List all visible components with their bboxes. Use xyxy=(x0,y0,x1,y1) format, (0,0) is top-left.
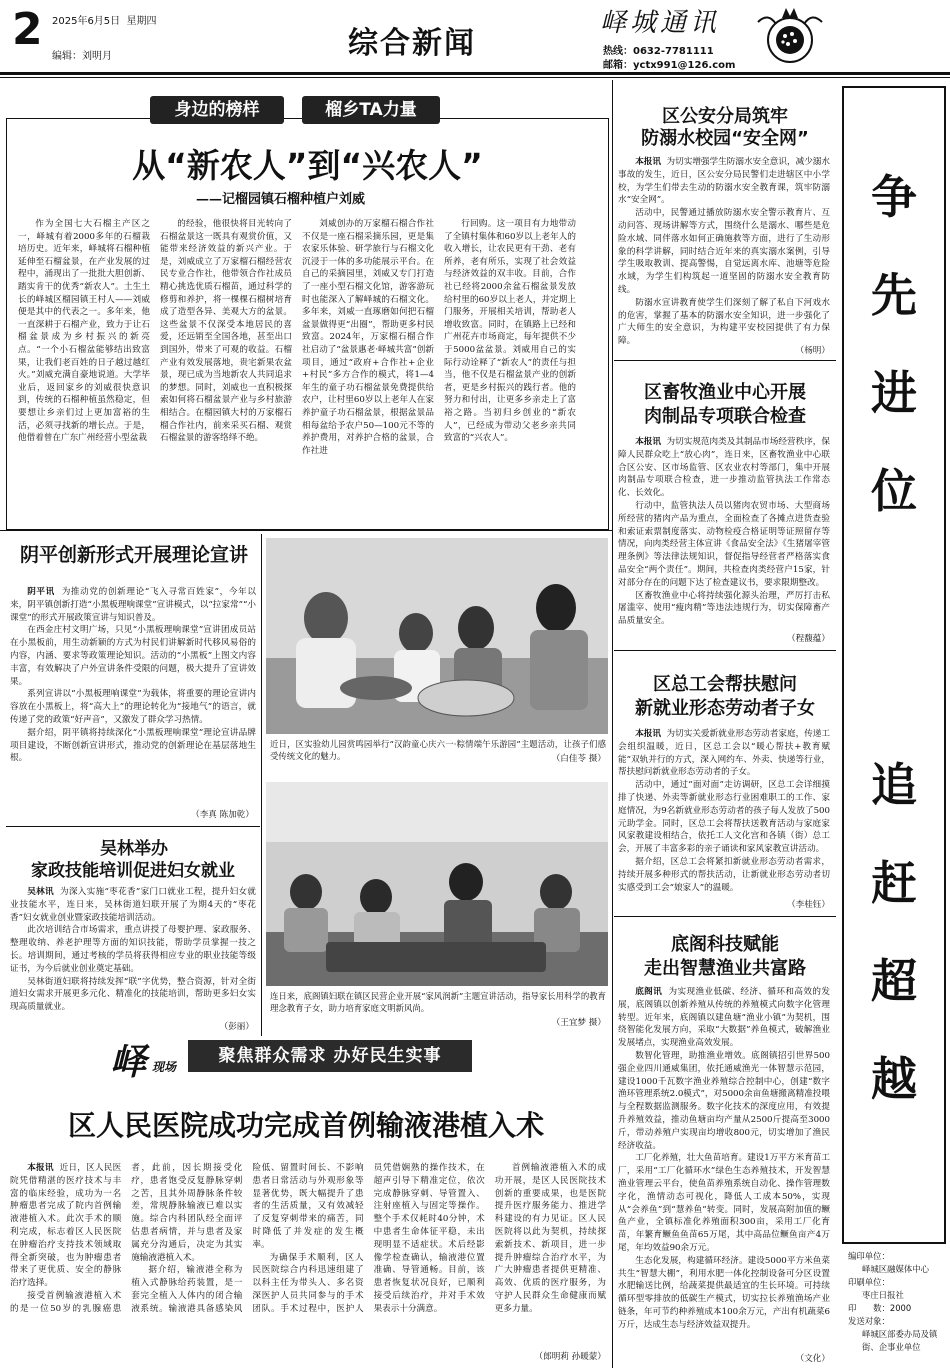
article-title: 新就业形态劳动者子女 xyxy=(635,698,815,719)
photo-caption: 连日来，底阁镇妇联在镇区民营企业开展“家风润新”主题宣讲活动，指导家长用科学的教育理念教育子女，助力培育家庭文明新风尚。 xyxy=(270,991,606,1014)
divider xyxy=(614,650,836,651)
banner-brand: 峄 xyxy=(110,1042,147,1083)
paragraph: 为深入实施“枣花香”家门口就业工程，提升妇女就业技能水平，连日来，吴林街道妇联开展了为期4天的“枣花香”妇女就业创业暨家政技能培训活动。 xyxy=(10,887,256,923)
paragraph: 生态化发展，构建循环经济。建设5000平方米鱼菜共生“智慧大棚”，利用水肥一体化控制设备可分区设置水肥输送比例，给蔬菜提供最适宜的生长环境。可持续循环型零排放的低碳生产模式，切实拉长养殖渔场产业链条，年可节约种养殖成本100余万元，产出有机蔬菜6万斤，达成生态与经济效益双提升。 xyxy=(618,1255,830,1330)
slogan-top xyxy=(864,168,924,520)
date: 2025年6月5日 xyxy=(52,16,121,27)
article-credit: （文化） xyxy=(795,1354,830,1364)
article-credit: （程馥蕴） xyxy=(787,634,830,644)
paragraph: 据介绍，阴平镇将持续深化“小黑板理响课堂”理论宣讲品牌项目建设，不断创新宣讲形式，推动党的创新理论在基层落地生根。 xyxy=(10,727,256,764)
info-value: 2000 xyxy=(889,1303,912,1313)
paragraph: 接受首例输液港植入术的是一位50岁的乳腺癌患者，此前，因长期接受化疗，患者饱受反复静脉穿刺之苦，且其外周静脉条件较差，常规静脉输液已难以实施。综合内科团队经全面评估患者病情，并与患者及家属充分沟通后，决定为其实施输液港植入术。 xyxy=(10,1163,243,1314)
article-title: 区总工会帮扶慰问 xyxy=(653,674,797,695)
paragraph: 为切实增强学生防溺水安全意识，减少溺水事故的发生，近日，区公安分局民警们走进辖区中小学校，为学生们带去生动的防溺水安全教育课，筑牢防溺水“安全网”。 xyxy=(618,157,830,206)
article-title: 底阁科技赋能 xyxy=(671,934,779,955)
slogan-bottom xyxy=(864,756,924,1108)
paragraph: 近日，区人民医院凭借精湛的医疗技术与丰富的临床经验，成功为一名肿瘤患者完成了院内首例输液港植入术。此次手术的顺利完成，标志着区人民医院在肿瘤治疗支持技术领域取得全新突破，也为肿瘤患者带来了更优质、安全的静脉治疗选择。 xyxy=(10,1163,122,1289)
article-title: 区公安分局筑牢 xyxy=(662,106,788,127)
slogan-char: 先 xyxy=(871,268,917,322)
article-title: 区畜牧渔业中心开展 xyxy=(644,382,806,403)
byline: 吴林讯 xyxy=(27,887,54,897)
feature-text: 的经验，他很快将目光转向了石榴盆景这一既具有观赏价值，又能带来经济效益的新兴产业。于是，刘威成立了万家榴石榴经营农民专业合作社，他带领合作社成员精心挑选优质石榴苗，通过科学的修剪和养护，将一棵棵石榴树培育成了造型各异、美观大方的盆景。这些盆景不仅深受本地居民的喜爱，还远销至全国各地，甚至出口到国外，带来了可观的收益。石榴产业有效发展落地，贵宅新果农盆景，现已成为当地新农人共同追求的梦想。同时，刘威也一直积极探索如何将石榴盆景产业与乡村旅游相结合。在榴园镇大村的万家榴石榴合作社内，前来采买石榴、观赏石榴盆景的游客络绎不绝。 xyxy=(160,219,292,444)
paper-name: 峄城通讯 xyxy=(600,8,721,38)
banner-brand-small: 现场 xyxy=(152,1060,177,1074)
feature-tag-2: 榴乡TA力量 xyxy=(302,96,440,124)
byline: 本报讯 xyxy=(635,729,662,739)
section-title: 综合新闻 xyxy=(348,26,476,61)
feature-column-4 xyxy=(444,218,576,522)
divider xyxy=(614,360,836,361)
byline: 本报讯 xyxy=(27,1163,54,1173)
article-title: 区人民医院成功完成首例输液港植入术 xyxy=(67,1109,544,1142)
article-body xyxy=(618,436,830,634)
feature-text: 行回购。这一项目有力地带动了全镇村集体和60岁以上老年人的收入增长，让农民更有干劲、老有所养，老有所乐，实现了社会效益与经济效益的双丰收。目前，合作社已经将2000余盆石榴盆景发放给村里的60岁以上老人，并定期上门服务，开展相关培训，帮助老人增收致富。同时，在镇路上已经和广州花卉市场商定，每年提供不少于5000盆盆景。刘威用自己的实际行动诠释了“新农人”的责任与担当，他不仅是石榴盆景产业的创新者，更是乡村振兴的践行者。他的努力和付出，让更多乡亲走上了富裕之路。当初归乡创业的“新农人”，已经成为带动父老乡亲共同致富的“兴农人”。 xyxy=(444,219,576,444)
feature-column-3 xyxy=(302,218,434,522)
pomegranate-logo xyxy=(748,2,832,70)
divider xyxy=(6,826,260,827)
header-rule xyxy=(0,72,950,75)
article-body xyxy=(618,728,830,906)
paragraph: 为确保手术顺利，区人民医院综合内科迅速组建了以科主任为带头人、多名资深医护人员共同参与的手术团队。手术过程中，医护人员凭借娴熟的操作技术，在超声引导下精准定位，依次完成静脉穿刺、导管置入、注射座植入与固定等操作。整个手术仅耗时40分钟，术中患者生命体征平稳，未出现明显不适症状。术后经影像学检查确认，输液港位置准确、导管通畅。目前，该患者恢复状况良好，已顺利接受后续治疗，并对手术效果表示十分满意。 xyxy=(252,1163,485,1314)
divider xyxy=(261,534,262,1036)
article-body xyxy=(618,156,830,346)
article-title: 走出智慧渔业共富路 xyxy=(644,958,806,979)
paragraph: 工厂化养殖，壮大鱼苗培育。建设1万平方米育苗工厂，采用“工厂化循环水”绿色生态养殖技术，开发智慧渔业管理云平台，使鱼苗养殖系统自动化、操作管理数字化，渔情动态可视化，降低人工成本50%，实现从“会养鱼”到“慧养鱼”转变。同时，发展高附加值的鳜鱼产业，全镇标准化养殖面积300亩，采用工厂化育苗，年繁育鳜鱼鱼苗65万尾，其中高品位鳜鱼亩产4万尾，年均效益90余万元。 xyxy=(618,1153,830,1253)
slogan-char: 越 xyxy=(871,1052,917,1106)
article-body xyxy=(618,986,830,1354)
paragraph: 为推动党的创新理论“飞入寻常百姓家”，今年以来，阴平镇创新打造“小黑板理响课堂”宣讲模式，以“拉家常”“小课堂”的形式开展政策宣讲与知识普及。 xyxy=(10,587,256,623)
byline: 本报讯 xyxy=(635,437,662,447)
paragraph: 防溺水宣讲教育使学生们深刻了解了私自下河戏水的危害，掌握了基本的防溺水安全知识，进一步强化了广大师生的安全意识，为构建平安校园提供了有力保障。 xyxy=(618,297,830,346)
article-credit: （李真 陈加乾） xyxy=(191,810,254,820)
photo-caption: 近日，区实验幼儿园赏鸣园举行“汉韵童心庆六一·粽情端午乐游园”主题活动，让孩子们感受传统文化的魅力。 xyxy=(270,739,606,762)
feature-subtitle: ——记榴园镇石榴种植户刘威 xyxy=(196,192,366,207)
article-title: 吴林举办 xyxy=(100,839,168,859)
photo-family-lecture xyxy=(266,782,608,986)
feature-text: 作为全国七大石榴主产区之一，峄城有着2000多年的石榴栽培历史。近年来，峄城将石榴种植延伸至石榴盆景，在产业发展的过程中，涌现出了一批批大胆创新、踏实肯干的优秀“新农人”。土生土长的峄城区榴园镇王村人——刘威便是其中的代表之一。多年来，他一直深耕于石榴产业，致力于让石榴盆景成为乡村振兴的新亮点。“一个小石榴盆能够结出致富果，让我们老百姓的日子越过越红火。”刘威充满自豪地说道。大学毕业后，返回家乡的刘威很快意识到，传统的石榴种植虽然稳定，但要想让乡亲们过上更加富裕的生活，必须寻找新的增长点。于是，他借着曾在广东广州经营小型盆栽 xyxy=(18,219,150,444)
article-body xyxy=(10,886,256,1026)
paragraph: 行动中，监管执法人员以猪肉农贸市场、大型商场所经营的猪肉产品为重点，全面检查了各摊点进货查验和索证索票制度落实、动物检疫合格证明等证照留存等情况，向肉类经营主体宣讲《食品安全法》《生猪屠宰管理条例》等法律法规知识，督促指导经营者严格落实食品安全“两个责任”。期间，共检查肉类经营户15家，针对部分存在的问题下达了检查建议书，要求限期整改。 xyxy=(618,500,830,588)
article-body xyxy=(10,1162,606,1362)
info-value: 峄城区融媒体中心 xyxy=(862,1264,929,1274)
feature-column-1 xyxy=(18,218,150,522)
byline: 阴平讯 xyxy=(27,587,55,597)
photo-illustration xyxy=(266,782,608,986)
byline: 底阁讯 xyxy=(635,987,663,997)
issue-date xyxy=(52,12,157,27)
slogan-char: 进 xyxy=(871,366,917,420)
weekday: 星期四 xyxy=(126,16,157,27)
photo-illustration xyxy=(266,538,608,734)
article-credit: （彭丽） xyxy=(219,1022,254,1032)
masthead-info xyxy=(848,1250,948,1354)
divider xyxy=(614,916,836,917)
article-credit: （郎明莉 孙暖蒙） xyxy=(534,1352,606,1362)
paragraph: 系列宣讲以“小黑板理响课堂”为载体，将重要的理论宣讲内容放在小黑板上，将“高大上”的理论转化为“接地气”的语言，就传递了党的政策“好声音”，又激发了群众学习热情。 xyxy=(10,689,256,725)
paragraph: 首例输液港植入术的成功开展，是区人民医院技术创新的重要成果，也是医院提升医疗服务能力、推进学科建设的有力见证。区人民医院将以此为契机，持续探索新技术、新项目，进一步提升肿瘤综合治疗水平，为广大肿瘤患者提供更精准、高效、优质的医疗服务，为守护人民群众生命健康而赋更多力量。 xyxy=(494,1163,606,1314)
email: 邮箱：yctx991@126.com xyxy=(603,60,736,71)
editor: 编辑：刘明月 xyxy=(52,51,112,62)
photo-credit: （白佳苓 摄） xyxy=(551,754,606,764)
section-banner xyxy=(110,1036,472,1084)
info-label: 编印单位： xyxy=(848,1251,890,1261)
page-number: 2 xyxy=(12,4,43,55)
slogan-char: 位 xyxy=(871,464,917,518)
article-body xyxy=(10,586,256,824)
slogan-char: 赶 xyxy=(871,856,917,910)
info-value: 峄城区部委办局及镇街、企事业单位 xyxy=(862,1329,938,1352)
article-title: 家政技能培训促进妇女就业 xyxy=(31,861,235,881)
paragraph: 吴林街道妇联将持续发挥“联”字优势，整合资源，针对全街道妇女需求开展更多元化、精准化的技能培训，帮助更多妇女实现高质量就业。 xyxy=(10,976,256,1013)
slogan-char: 追 xyxy=(871,758,917,812)
article-title: 肉制品专项联合检查 xyxy=(644,406,806,427)
paragraph: 为实现渔业低碳、经济、循环和高效的发展，底阁镇以创新养殖从传统的养殖模式向数字化管理转型。近年来，底阁镇以建鱼塘“渔业小镇”为契机，围绕智能化发展方向，采取“大数据”养鱼模式，破解渔业发展堵点，实现渔业高效发展。 xyxy=(618,987,830,1049)
paragraph: 活动中，民警通过播放防溺水安全警示教育片、互动问答、现场讲解等方式，围绕什么是溺水、哪些是危险水域、同伴落水如何正确施救等方面，进行了生动形象的科学讲解，同时结合近年来的真实溺水案例，引导学生吸取教训、提高警惕，自觉远离水库、池塘等危险水域，为学生们构筑起一道坚固的防溺水安全教育防线。 xyxy=(618,208,830,295)
paragraph: 数智化管理，助推渔业增效。底阁镇招引世界500强企业四川通威集团，依托通威渔光一体智慧示范园，建设1000千瓦数字渔业养殖综合控制中心，创建“数字渔环管理系统2.0模式”，对5000余亩鱼塘搬离精准投喂与全程数据监测服务。数字化技术的深度应用，有效提升养殖效益，推动鱼塘亩均产量从2500斤提高至3000斤，带动养殖户实现亩均增收800元，切实增加了渔民经济收益。 xyxy=(618,1050,830,1151)
paragraph: 为切实关爱新就业形态劳动者家庭，传递工会组织温暖，近日，区总工会以“暖心帮扶+教育赋能”双轨并行的方式，深入网约车、外卖、快递等行业，帮扶慰问新就业形态劳动者的子女。 xyxy=(618,729,830,778)
feature-column-2 xyxy=(160,218,292,522)
photo-credit: （王宜梦 摄） xyxy=(551,1018,606,1028)
article-credit: （杨明） xyxy=(795,346,830,356)
banner-slogan: 聚焦群众需求 办好民生实事 xyxy=(188,1040,472,1072)
divider xyxy=(0,530,612,531)
paragraph: 据介绍，输液港全称为植入式静脉给药装置，是一套完全植入人体内的闭合输液系统。输液港具备感染风险低、留置时间长、不影响患者日常活动与外观形象等显著优势，既大幅提升了患者的生活质量，又有效减轻了反复穿刺带来的痛苦，同时降低了并发症的发生概率。 xyxy=(131,1163,364,1314)
slogan-char: 超 xyxy=(871,954,917,1008)
paragraph: 此次培训结合市场需求，重点讲授了母婴护理、家政服务、整理收纳、养老护理等方面的知识技能，帮助学员掌握一技之长。培训期间，通过考核的学员将获得相应专业的职业技能等级证书，为今后就业创业奠定基础。 xyxy=(10,925,256,974)
photo-kindergarten-event xyxy=(266,538,608,734)
paragraph: 在西金庄村文明广场，只见“小黑板理响课堂”宣讲团成员站在小黑板前，用生动新颖的方式为村民们讲解新时代移风易俗的内容，内涵、要求等政策理论知识。活动的“小黑板”上图文内容丰富，有效解决了户外宣讲条件受限的问题，极大提升了宣讲效果。 xyxy=(10,625,256,687)
info-label: 印 数： xyxy=(848,1303,890,1313)
article-title: 防溺水校园“安全网” xyxy=(641,128,809,149)
paragraph: 为切实规范肉类及其制品市场经营秩序，保障人民群众吃上“放心肉”，连日来，区畜牧渔业中心联合区公安、区市场监管、区农业农村等部门，集中开展肉制品专项联合检查，进一步推动监管执法工作常态化、长效化。 xyxy=(618,437,830,499)
feature-tag-1: 身边的榜样 xyxy=(150,96,284,124)
article-title: 阴平创新形式开展理论宣讲 xyxy=(19,544,248,566)
paragraph: 活动中，通过“面对面”走访调研，区总工会详细摸排了快递、外卖等新就业形态行业困难职工的工作、家庭情况，为9名新就业形态劳动者的孩子每人发放了500元助学金。同时，区总工会将帮扶送教育活动与家庭家风家教建设相结合，依托工人文化宫和各镇（街）总工会，开展了丰富多彩的亲子诵读和家风家教宣讲活动。 xyxy=(618,780,830,855)
article-credit: （李桂钰） xyxy=(787,900,830,910)
hotline: 热线：0632-7781111 xyxy=(603,46,714,57)
byline: 本报讯 xyxy=(635,157,662,167)
info-value: 枣庄日报社 xyxy=(862,1290,904,1300)
paragraph: 区畜牧渔业中心将持续强化源头治理，严厉打击私屠滥宰、使用“瘦肉精”等违法违规行为，切实保障畜产品质量安全。 xyxy=(618,590,830,627)
header-rule-thin xyxy=(0,77,950,78)
feature-text: 刘威创办的万家榴石榴合作社不仅是一座石榴采摘乐园，更是集农家乐体验、研学旅行与石榴文化沉浸于一体的多功能展示平台。在自己的采摘园里，刘威又专门打造了一座小型石榴文化馆，游客游玩时也能深入了解峄城的石榴文化。多年来，刘威一直琢磨如何把石榴盆景做得更“出圈”，帮助更多村民致富。2024年，万家榴石榴合作社启动了“盆景惠老·峄城共富”创新项目，通过“政府+合作社+企业+村民”多方合作的模式，将1—4年生的童子功石榴盆景免费提供给农户，让村里60岁以上老年人在家养护童子功石榴盆景，根据盆景品相每盆给予农户50—100元不等的养护费用，对养护合格的盆景，合作社进 xyxy=(302,219,434,456)
info-label: 印刷单位： xyxy=(848,1277,890,1287)
slogan-char: 争 xyxy=(871,170,917,224)
divider xyxy=(612,80,613,1368)
paragraph: 据介绍，区总工会将紧扣新就业形态劳动者需求，持续开展多种形式的帮扶活动，让新就业形态劳动者切实感受到工会“娘家人”的温暖。 xyxy=(618,856,830,893)
feature-title: 从“新农人”到“兴农人” xyxy=(132,146,483,185)
info-label: 发送对象： xyxy=(848,1316,890,1326)
